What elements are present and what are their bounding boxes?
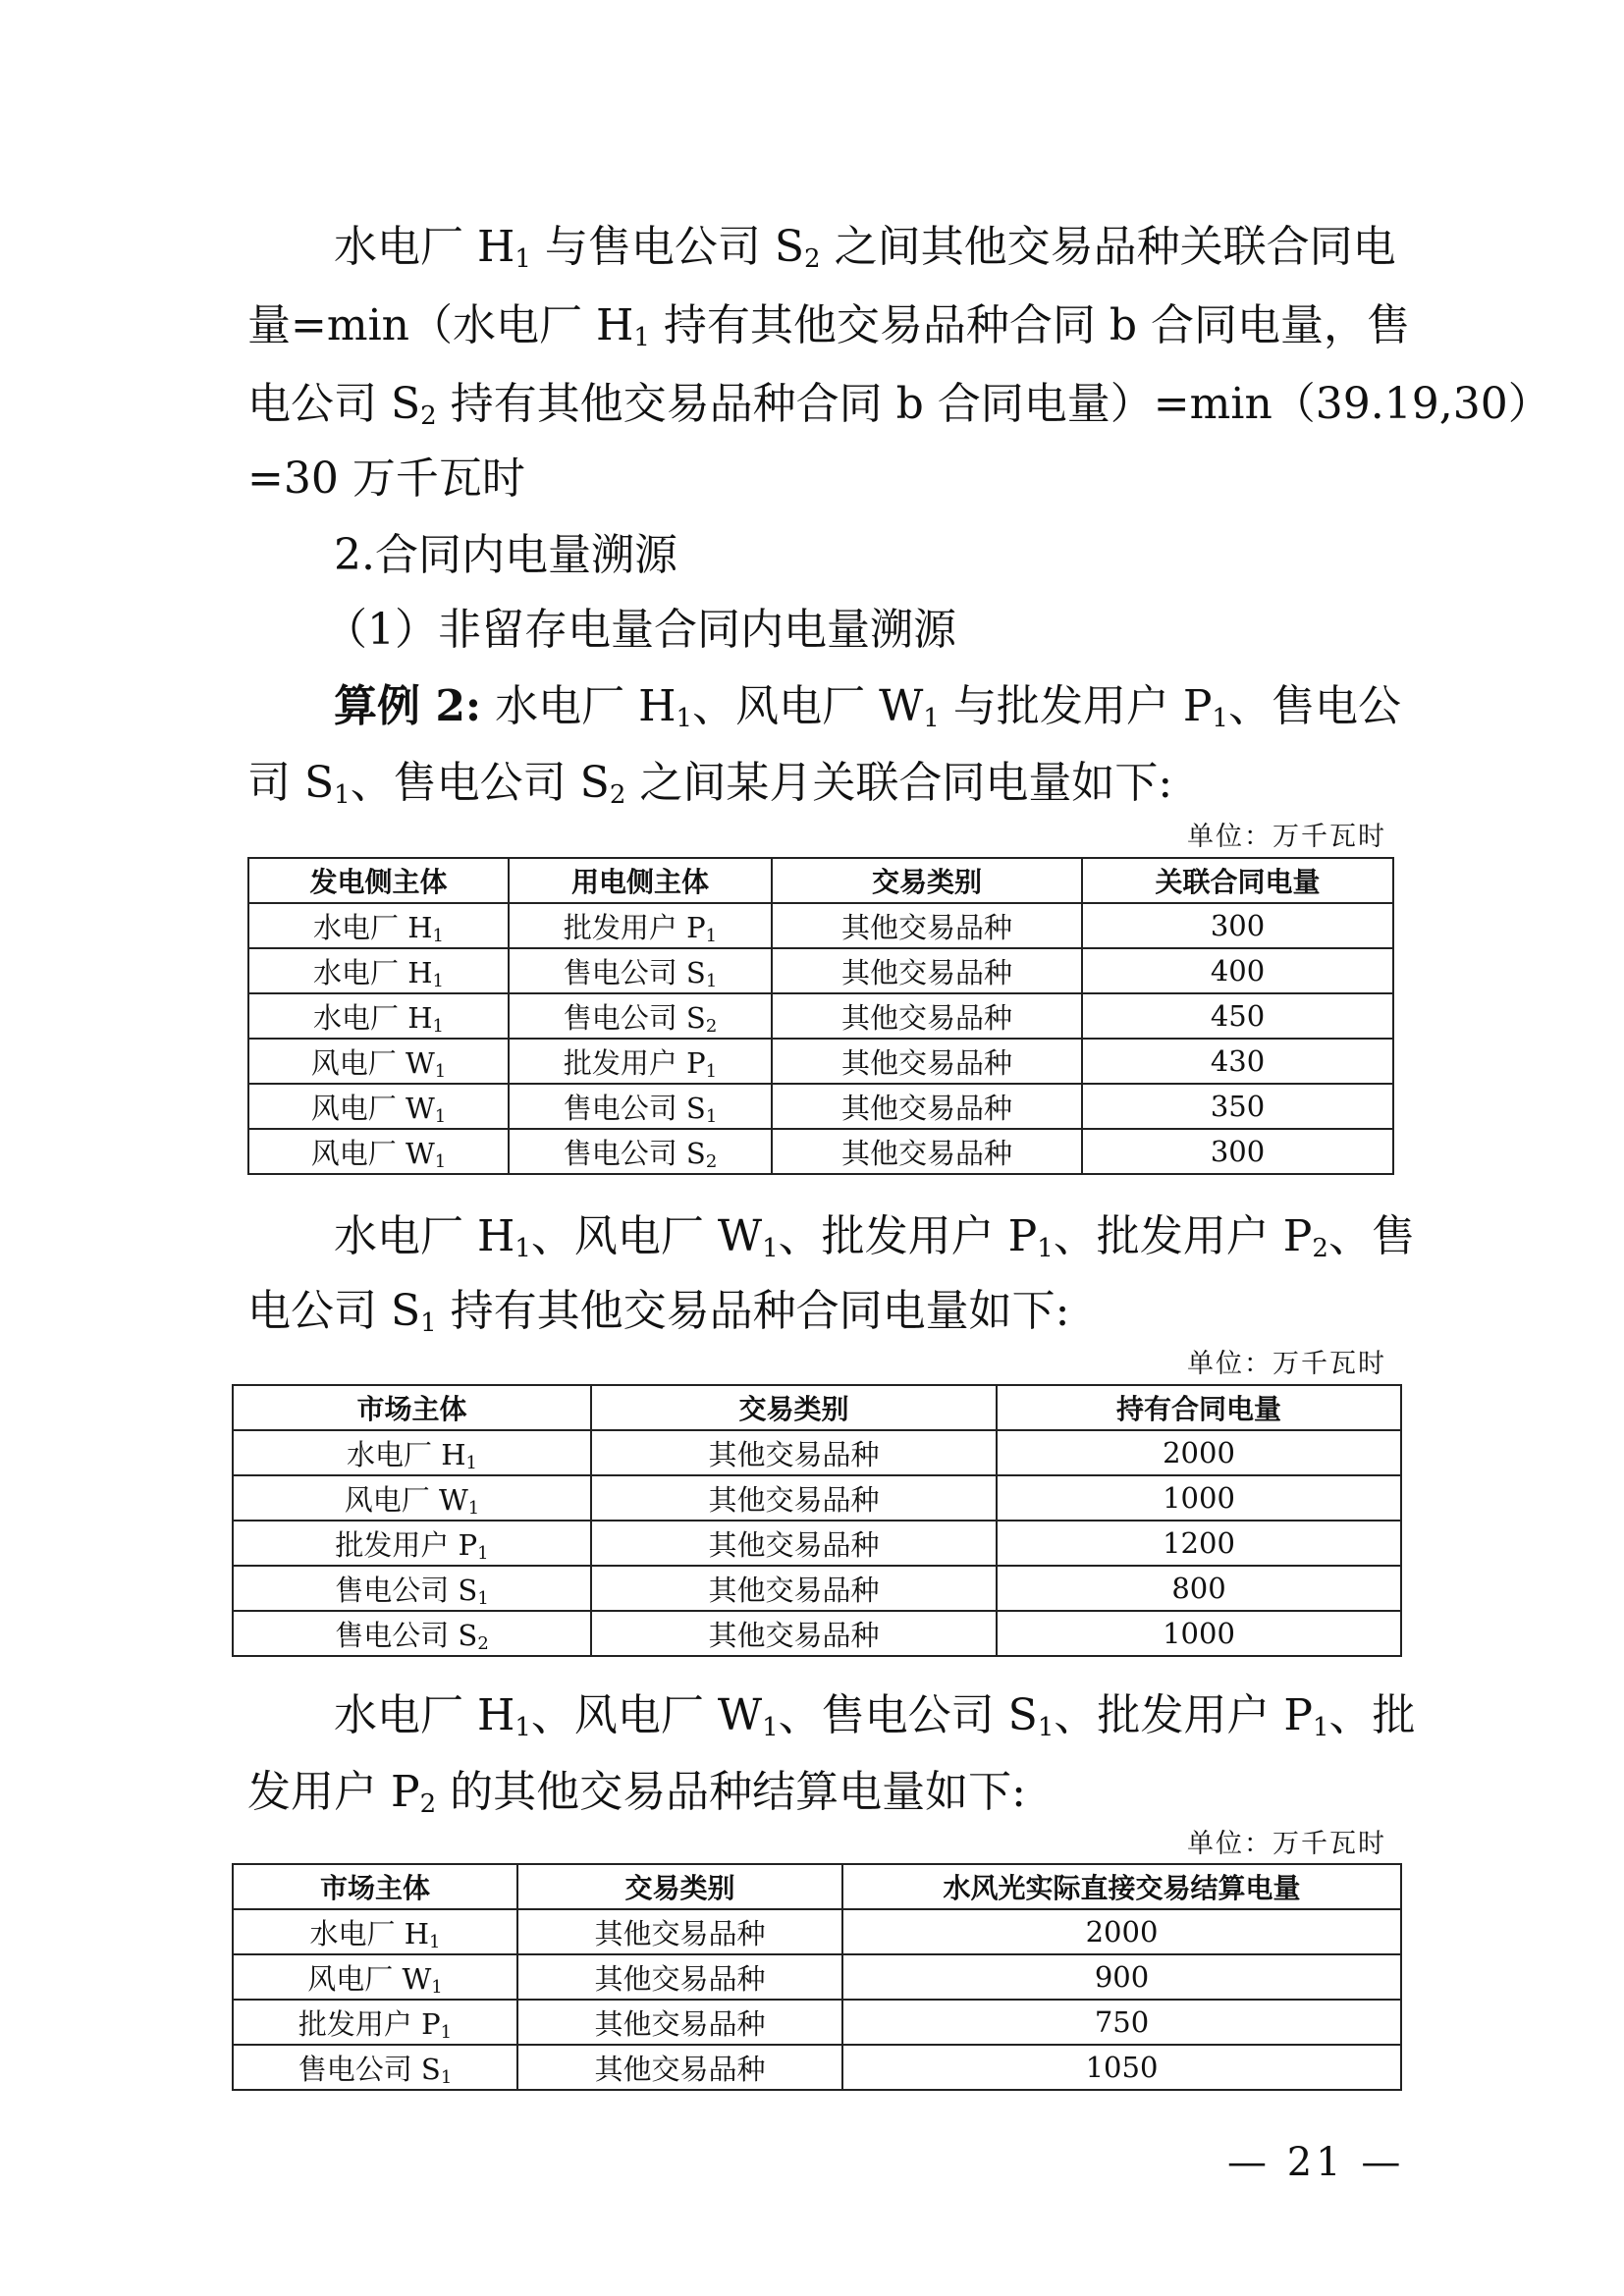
entity-cell: 批发用户 $P_1$ [233,2000,517,2045]
table-row [248,993,1393,1039]
paragraph-4-line-2: 发用户 $P_2$ 的其他交易品种结算电量如下: [247,1767,1026,1819]
paragraph-1-line-3: 电公司 $S_2$ 持有其他交易品种合同 b 合同电量）=min（39.19,30） [247,379,1551,431]
generator-cell: 水电厂 $H_1$ [248,948,509,993]
paragraph-1-line-4: =30 万千瓦时 [247,454,525,504]
table-2-header: 市场主体 [233,1385,591,1430]
type-cell: 其他交易品种 [591,1611,997,1656]
type-cell: 其他交易品种 [517,1909,842,1954]
table-row [248,1129,1393,1174]
example-2-line-2: 司 $S_1$、售电公司 $S_2$ 之间某月关联合同电量如下: [247,758,1173,810]
table-row [233,1566,1401,1611]
entity-cell: 售电公司 $S_1$ [233,1566,591,1611]
table-row [248,903,1393,948]
table-row [233,1475,1401,1521]
value-cell: 400 [1082,948,1393,993]
consumer-cell: 批发用户 $P_1$ [509,903,772,948]
entity-cell: 售电公司 $S_1$ [233,2045,517,2090]
table-row [233,1521,1401,1566]
table-row [233,1430,1401,1475]
paragraph-1-line-1: 水电厂 $H_1$ 与售电公司 $S_2$ 之间其他交易品种关联合同电 [334,222,1396,274]
table-1-header: 用电侧主体 [509,858,772,903]
section-heading: 2.合同内电量溯源 [334,530,677,580]
page-number: — 21 — [1227,2140,1405,2185]
generator-cell: 风电厂 $W_1$ [248,1084,509,1129]
value-cell: 300 [1082,1129,1393,1174]
table-1-unit: 单位：万千瓦时 [1187,822,1386,852]
table-1-header-row [248,858,1393,903]
value-cell: 300 [1082,903,1393,948]
table-row [248,1084,1393,1129]
type-cell: 其他交易品种 [772,1039,1082,1084]
consumer-cell: 售电公司 $S_2$ [509,1129,772,1174]
paragraph-1-line-2: 量=min（水电厂 $H_1$ 持有其他交易品种合同 b 合同电量，售 [247,300,1411,352]
table-1-header: 发电侧主体 [248,858,509,903]
value-cell: 800 [997,1566,1401,1611]
generator-cell: 风电厂 $W_1$ [248,1129,509,1174]
value-cell: 450 [1082,993,1393,1039]
table-3 [232,1863,1402,2091]
table-3-header: 市场主体 [233,1864,517,1909]
value-cell: 2000 [842,1909,1401,1954]
table-row [233,2000,1401,2045]
table-2-unit: 单位：万千瓦时 [1187,1349,1386,1379]
type-cell: 其他交易品种 [772,903,1082,948]
entity-cell: 水电厂 $H_1$ [233,1430,591,1475]
entity-cell: 批发用户 $P_1$ [233,1521,591,1566]
table-row [233,1954,1401,2000]
table-row [233,2045,1401,2090]
entity-cell: 水电厂 $H_1$ [233,1909,517,1954]
entity-cell: 售电公司 $S_2$ [233,1611,591,1656]
consumer-cell: 售电公司 $S_1$ [509,1084,772,1129]
consumer-cell: 批发用户 $P_1$ [509,1039,772,1084]
type-cell: 其他交易品种 [772,948,1082,993]
table-1 [247,857,1394,1175]
entity-cell: 风电厂 $W_1$ [233,1475,591,1521]
example-label: 算例 2: [334,681,482,731]
value-cell: 2000 [997,1430,1401,1475]
table-3-header: 交易类别 [517,1864,842,1909]
value-cell: 1200 [997,1521,1401,1566]
table-1-header: 交易类别 [772,858,1082,903]
value-cell: 1050 [842,2045,1401,2090]
table-row [233,1909,1401,1954]
table-3-header-row [233,1864,1401,1909]
type-cell: 其他交易品种 [772,993,1082,1039]
table-1-header: 关联合同电量 [1082,858,1393,903]
value-cell: 1000 [997,1611,1401,1656]
table-row [233,1611,1401,1656]
type-cell: 其他交易品种 [517,1954,842,2000]
value-cell: 750 [842,2000,1401,2045]
table-3-header: 水风光实际直接交易结算电量 [842,1864,1401,1909]
type-cell: 其他交易品种 [591,1475,997,1521]
paragraph-3-line-1: 水电厂 $H_1$、风电厂 $W_1$、批发用户 $P_1$、批发用户 $P_2$、售 [334,1211,1415,1263]
table-row [248,1039,1393,1084]
value-cell: 350 [1082,1084,1393,1129]
value-cell: 1000 [997,1475,1401,1521]
type-cell: 其他交易品种 [517,2045,842,2090]
value-cell: 430 [1082,1039,1393,1084]
paragraph-4-line-1: 水电厂 $H_1$、风电厂 $W_1$、售电公司 $S_1$、批发用户 $P_1$、批 [334,1690,1416,1742]
consumer-cell: 售电公司 $S_2$ [509,993,772,1039]
generator-cell: 风电厂 $W_1$ [248,1039,509,1084]
example-2-line-1: 算例 2: 水电厂 $H_1$、风电厂 $W_1$ 与批发用户 $P_1$、售电公 [334,681,1401,733]
entity-cell: 风电厂 $W_1$ [233,1954,517,2000]
subsection-heading: （1）非留存电量合同内电量溯源 [324,605,956,655]
type-cell: 其他交易品种 [772,1129,1082,1174]
table-3-unit: 单位：万千瓦时 [1187,1829,1386,1859]
type-cell: 其他交易品种 [517,2000,842,2045]
value-cell: 900 [842,1954,1401,2000]
type-cell: 其他交易品种 [591,1521,997,1566]
type-cell: 其他交易品种 [591,1430,997,1475]
consumer-cell: 售电公司 $S_1$ [509,948,772,993]
table-2-header-row [233,1385,1401,1430]
type-cell: 其他交易品种 [772,1084,1082,1129]
table-2-header: 持有合同电量 [997,1385,1401,1430]
table-row [248,948,1393,993]
table-2 [232,1384,1402,1657]
generator-cell: 水电厂 $H_1$ [248,993,509,1039]
type-cell: 其他交易品种 [591,1566,997,1611]
table-2-header: 交易类别 [591,1385,997,1430]
paragraph-3-line-2: 电公司 $S_1$ 持有其他交易品种合同电量如下: [247,1286,1070,1338]
generator-cell: 水电厂 $H_1$ [248,903,509,948]
